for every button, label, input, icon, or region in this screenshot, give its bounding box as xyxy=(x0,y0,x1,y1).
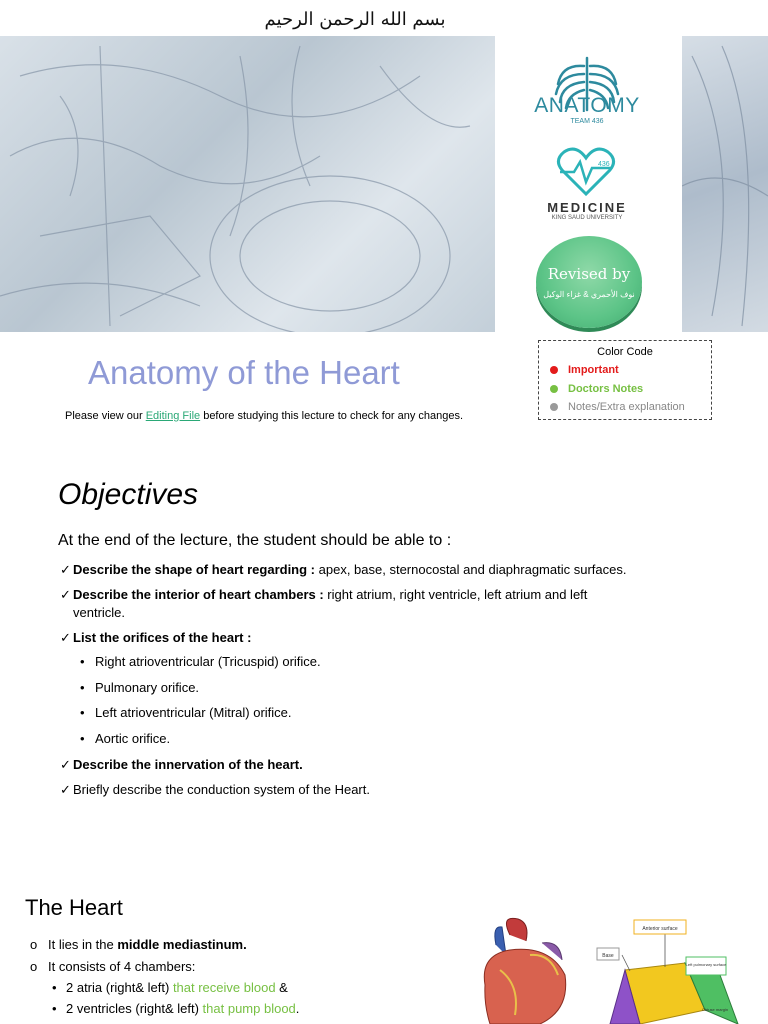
objective-text: apex, base, sternocostal and diaphragmatic surfaces. xyxy=(315,562,627,577)
anatomy-logo-title: ANATOMY xyxy=(534,94,640,117)
revised-by-names: نوف الأحمري & غزاء الوكيل xyxy=(543,290,635,299)
color-code-doctors-notes xyxy=(550,383,643,395)
anatomy-logo-team: TEAM 436 xyxy=(570,118,604,125)
orifice-item xyxy=(80,731,170,746)
medicine-logo-number: 436 xyxy=(598,161,610,168)
color-code-title: Color Code xyxy=(597,346,653,358)
color-code-important xyxy=(550,364,619,376)
checkmark-icon: ✓ xyxy=(60,587,71,602)
page-title: Anatomy of the Heart xyxy=(88,354,400,391)
objectives-intro: At the end of the lecture, the student should be able to : xyxy=(58,532,452,549)
orifice-text: Aortic orifice. xyxy=(95,731,171,746)
heart-list-item xyxy=(30,959,195,974)
label-obtuse-margin: Obtuse margin xyxy=(701,1007,729,1012)
editing-notice-after: before studying this lecture to check for any changes. xyxy=(200,410,464,422)
objective-bold: Describe the innervation of the heart. xyxy=(73,757,303,772)
label-left-pulmonary-surface: Left pulmonary surface xyxy=(685,962,727,967)
objective-item xyxy=(60,629,750,646)
label-anterior-surface: Anterior surface xyxy=(642,926,678,932)
bullet-icon: • xyxy=(52,1001,57,1016)
bullet-icon: • xyxy=(80,731,85,746)
orifice-text: Pulmonary orifice. xyxy=(95,680,200,695)
gray-dot-icon xyxy=(550,403,558,411)
heart-bold: middle mediastinum. xyxy=(117,937,247,952)
heart-text: 2 atria (right& left) xyxy=(66,980,173,995)
objectives-heading: Objectives xyxy=(58,478,199,511)
heart-text: . xyxy=(295,1001,300,1016)
checkmark-icon: ✓ xyxy=(60,630,71,645)
objective-text: right atrium, right ventricle, left atrium and left xyxy=(323,587,588,602)
red-dot-icon xyxy=(550,366,558,374)
revised-by-title: Revised by xyxy=(547,265,631,283)
orifice-text: Left atrioventricular (Mitral) orifice. xyxy=(95,705,292,720)
heart-text: 2 ventricles (right& left) xyxy=(66,1001,203,1016)
heart-text: It consists of 4 chambers: xyxy=(48,959,196,974)
objective-item xyxy=(60,561,750,578)
editing-notice-before: Please view our xyxy=(65,410,146,422)
checkmark-icon: ✓ xyxy=(60,782,71,797)
orifice-item xyxy=(80,680,199,695)
heartbeat-logo-icon xyxy=(554,146,618,198)
heart-text: It lies in the xyxy=(48,937,118,952)
bullet-icon: • xyxy=(52,980,57,995)
bullet-icon: • xyxy=(80,680,85,695)
heart-sub-item xyxy=(52,980,288,995)
objective-bold: List the orifices of the heart : xyxy=(73,630,252,645)
medicine-logo-subtitle: KING SAUD UNIVERSITY xyxy=(551,215,623,221)
doctor-note-text: that receive blood xyxy=(172,980,276,995)
objective-text: Briefly describe the conduction system of the Heart. xyxy=(73,782,370,797)
heart-text: & xyxy=(275,980,288,995)
objective-item xyxy=(60,781,750,798)
heart-surfaces-figure xyxy=(470,915,768,1024)
basmala-header: بسم الله الرحمن الرحيم xyxy=(264,8,446,30)
anatomy-illustration-right xyxy=(682,36,768,332)
color-code-label: Doctors Notes xyxy=(568,383,644,395)
color-code-notes xyxy=(550,401,685,413)
medicine-logo-title: MEDICINE xyxy=(547,200,627,215)
heart-section-heading: The Heart xyxy=(25,895,123,920)
color-code-label: Important xyxy=(568,364,619,376)
anatomy-illustration-left xyxy=(0,36,495,332)
circle-bullet-icon: o xyxy=(30,959,38,974)
orifice-item xyxy=(80,705,292,720)
objective-bold: Describe the interior of heart chambers : xyxy=(73,587,324,602)
checkmark-icon: ✓ xyxy=(60,562,71,577)
checkmark-icon: ✓ xyxy=(60,757,71,772)
circle-bullet-icon: o xyxy=(30,937,38,952)
heart-sub-item xyxy=(52,1001,299,1016)
objective-item xyxy=(60,586,750,603)
objective-item xyxy=(60,756,750,773)
objective-bold: Describe the shape of heart regarding : xyxy=(73,562,316,577)
heart-list-item xyxy=(30,937,247,952)
editing-file-link[interactable]: Editing File xyxy=(145,410,201,422)
doctor-note-text: that pump blood xyxy=(202,1001,296,1016)
bullet-icon: • xyxy=(80,705,85,720)
editing-file-notice xyxy=(65,410,505,422)
label-base: Base xyxy=(602,953,614,959)
color-code-label: Notes/Extra explanation xyxy=(568,401,685,413)
bullet-icon: • xyxy=(80,654,85,669)
orifice-item xyxy=(80,654,321,669)
objective-continuation: ventricle. xyxy=(73,605,126,620)
heart-anatomy-icon xyxy=(484,918,565,1024)
orifice-text: Right atrioventricular (Tricuspid) orifice. xyxy=(95,654,321,669)
green-dot-icon xyxy=(550,385,558,393)
